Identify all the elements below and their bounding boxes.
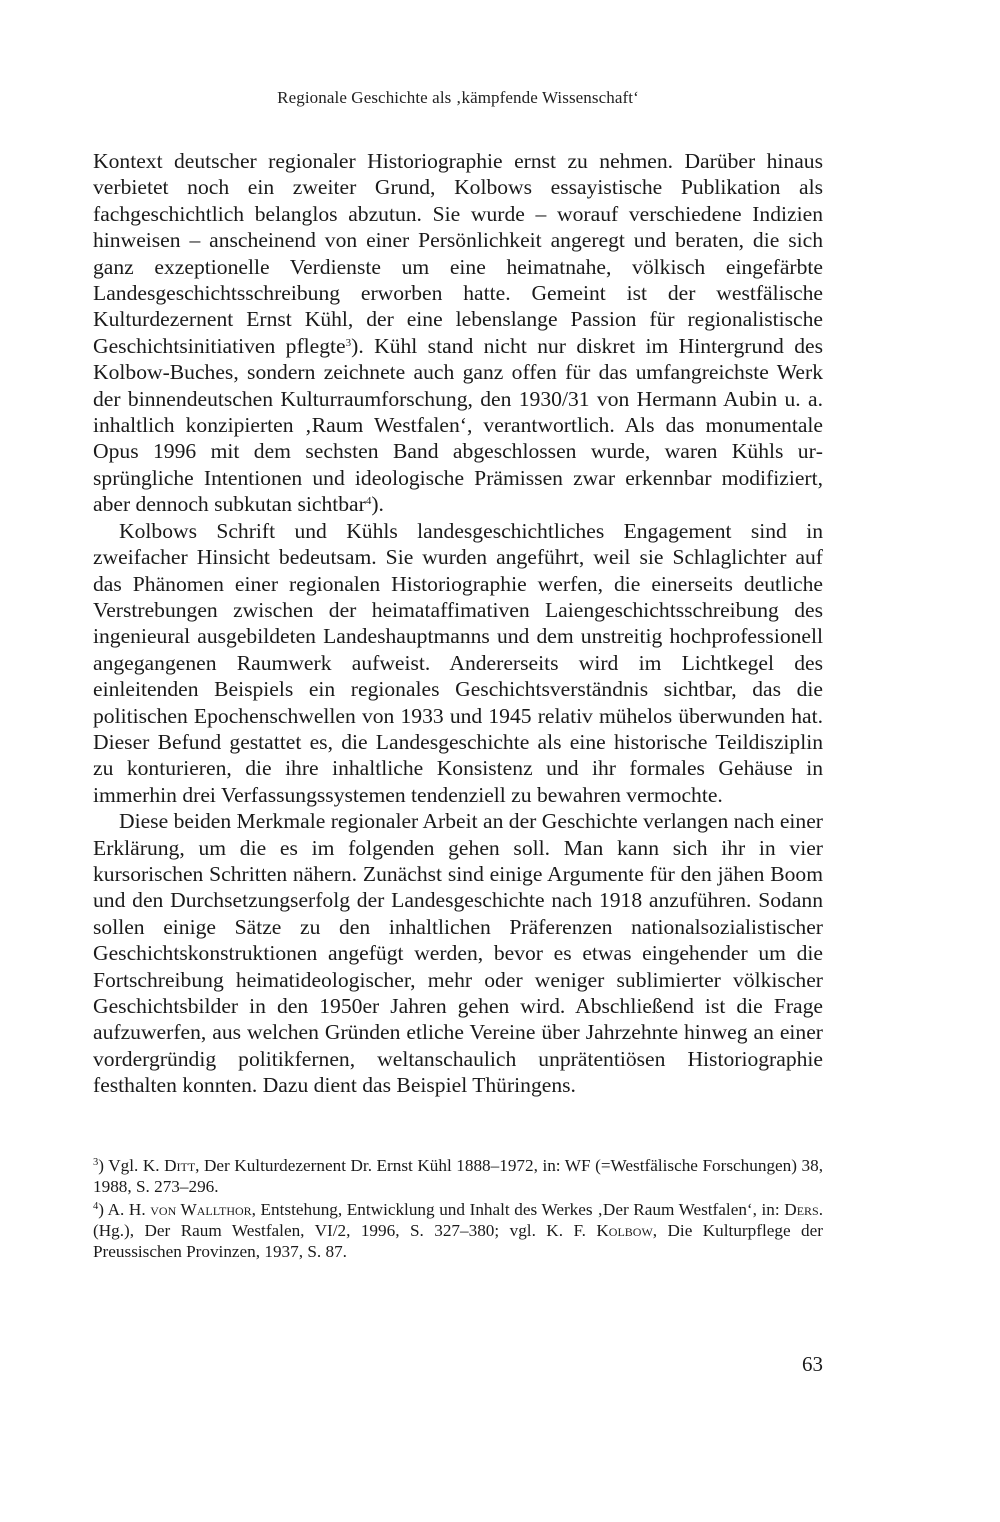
paragraph-1 [93, 148, 823, 518]
page-number: 63 [802, 1352, 823, 1376]
footnote-4-text-3: , Die Kulturpflege der Preussischen Provinzen, 1937, S. 87. [93, 1220, 823, 1261]
footnote-4-text-2: (Hg.), Der Raum Westfalen, VI/2, 1996, S. 327–380; vgl. K. F. [93, 1220, 597, 1240]
paragraph-3: Diese beiden Merkmale regionaler Arbeit an der Geschichte verlangen nach einer Erklärung, um die es im folgenden gehen soll. Man kann sich ihr in vier kursorischen Schritten nähern. Zunächst sind einige Argumente für den jähen Boom und den Durchsetzungserfolg der Landesgeschichte nach 1918 anzuführen. Sodann sollen einige Sätze zu den inhaltlichen Präferenzen nationalsozialistischer Geschichtskonstruktionen angefügt werden, bevor es etwas eingehender um die Fortschreibung heimatideologischer, mehr oder weniger sublimierter völkischer Geschichtsbilder in den 1950er Jahren gehen wird. Abschließend ist die Frage aufzuwerfen, aus welchen Gründen etliche Vereine über Jahrzehnte hinweg an einer vordergründig politikfernen, weltanschaulich unprätentiösen Historiographie festhalten konnten. Dazu dient das Beispiel Thüringens. [93, 809, 823, 1098]
paragraph-1-text-a: Kontext deutscher regionaler Historiographie ernst zu nehmen. Darüber hinaus verbietet noch ein zweiter Grund, Kolbows essayistische Publikation als fachgeschichtlich belanglos abzutun. Sie wurde – worauf verschiedene Indizien hinweisen – anscheinend von einer Persönlichkeit angeregt und beraten, die sich ganz exzeptionelle Verdienste um eine heimatnahe, völkisch eingefärbte Landesgeschichtsschreibung erworben hatte. Gemeint ist der westfälische Kulturdezernent Ernst Kühl, der eine lebenslange Passion für regionalistische Geschichtsinitiativen pflegte [93, 149, 823, 358]
footnote-3-author: Ditt [164, 1155, 196, 1175]
paragraph-2: Kolbows Schrift und Kühls landesgeschichtliches Engagement sind in zweifacher Hinsicht bedeutsam. Sie wurden angeführt, weil sie Schlaglichter auf das Phänomen einer regionalen Historiographie werfen, die einerseits deutliche Verstrebungen zwischen der heimataffimativen Laiengeschichtsschreibung des ingenieural ausgebildeten Landeshauptmanns und dem unstreitig hochprofessionell angegangenen Raumwerk aufweist. Andererseits wird im Lichtkegel des einleitenden Beispiels ein regionales Geschichtsverständnis sichtbar, das die politischen Epochenschwellen von 1933 und 1945 relativ mühelos überwunden hat. Dieser Befund gestattet es, die Landesgeschichte als eine historische Teildisziplin zu konturieren, die ihre inhaltliche Konsistenz und ihr formales Gehäuse in immerhin drei Verfassungssystemen tendenziell zu bewahren vermochte. [93, 518, 823, 807]
footnote-marker-3: 3 [93, 1156, 99, 1168]
paragraph-1-text-c: ). [371, 492, 384, 517]
footnote-3-text: , Der Kulturdezernent Dr. Ernst Kühl 1888–1972, in: WF (=Westfälische Forschungen) 38, 1988, S. 273–296. [93, 1155, 824, 1196]
footnote-ref-4[interactable]: 4 [365, 495, 372, 508]
body-text [93, 148, 823, 1099]
footnote-4-author-3: Kolbow [596, 1220, 653, 1240]
footnote-4 [93, 1199, 823, 1262]
running-head: Regionale Geschichte als ‚kämpfende Wissenschaft‘ [277, 88, 639, 107]
paragraph-1-text-b: ). Kühl stand nicht nur diskret im Hintergrund des Kolbow-Buches, sondern zeichnete auch ganz offen für das umfangreichste Werk der binnendeutschen Kulturraumforschung, den 1930/31 von Hermann Aubin u. a. inhaltlich konzipierten ‚Raum Westfalen‘, verantwortlich. Als das monumentale Opus 1996 mit dem sechsten Band abgeschlossen wurde, waren Kühls ursprüngliche Intentionen und ideologische Prämissen zwar erkennbar modifiziert, aber dennoch subkutan sichtbar [93, 333, 823, 517]
footnote-3-lead: ) Vgl. K. [98, 1155, 165, 1175]
footnote-4-text-1: , Entstehung, Entwicklung und Inhalt des Werkes ‚Der Raum Westfalen‘, in: [251, 1199, 785, 1219]
footnote-4-author: von Wallthor [150, 1199, 252, 1219]
footnote-3 [93, 1155, 823, 1197]
footnote-4-lead: ) A. H. [98, 1199, 151, 1219]
footnotes [93, 1155, 823, 1262]
footnote-marker-4: 4 [93, 1200, 99, 1212]
page-content [93, 88, 823, 1264]
footnote-4-author-2: Ders. [784, 1199, 823, 1219]
footnote-ref-3[interactable]: 3 [345, 336, 352, 349]
